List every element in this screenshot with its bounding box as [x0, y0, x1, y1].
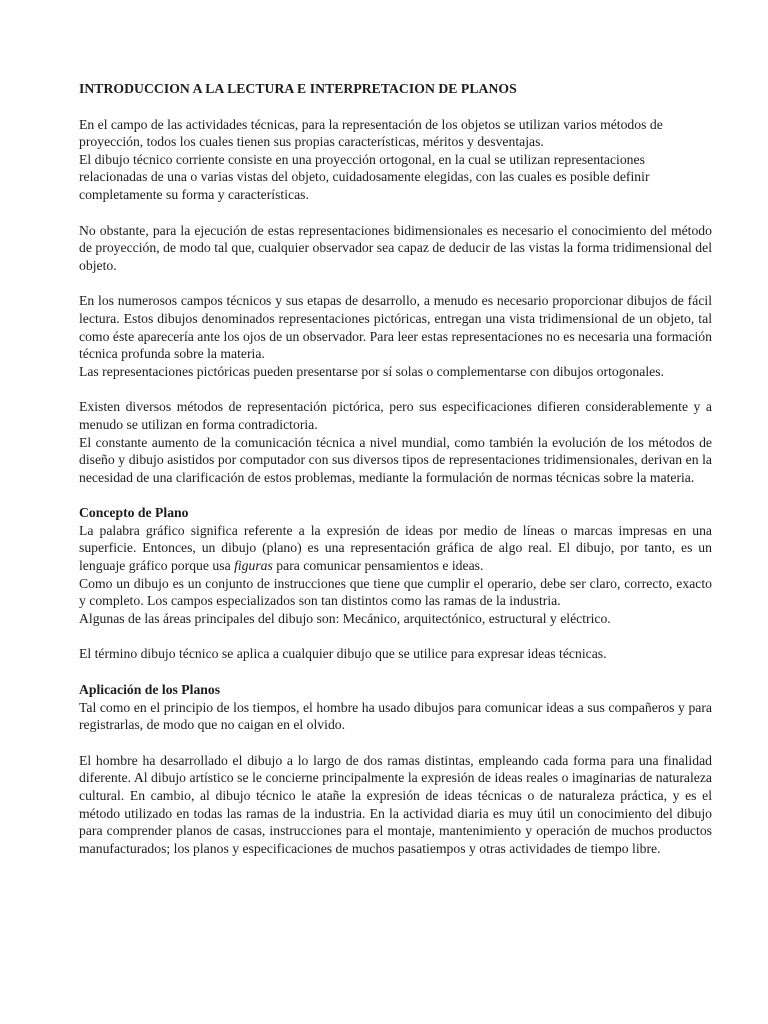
paragraph-spacer [79, 663, 712, 681]
document-title: INTRODUCCION A LA LECTURA E INTERPRETACION DE PLANOS [79, 81, 517, 96]
paragraph-spacer [79, 380, 712, 398]
intro-paragraph-1: En el campo de las actividades técnicas, para la representación de los objetos se utilizan varios métodos de proyección, todos los cuales tienen sus propias características, méritos y desventajas. [79, 116, 663, 150]
paragraph-spacer [79, 627, 712, 645]
concepto-paragraph-2: Como un dibujo es un conjunto de instrucciones que tiene que cumplir el operario, debe ser claro, correcto, exacto y completo. Los campos especializados son tan distintos como las ramas de la industria. [79, 575, 712, 609]
paragraph-spacer [79, 486, 712, 504]
intro-paragraph-6: Existen diversos métodos de representación pictórica, pero sus especificaciones difieren considerablemente y a menudo se utilizan en forma contradictoria. [79, 399, 712, 432]
concepto-text-1a: La palabra gráfico significa referente a la expresión de ideas por medio de líneas o marcas impresas en una superficie. Entonces, un dibujo (plano) es una representación gráfica de algo real. El dibujo, por tanto, es un lenguaje gráfico porque usa [79, 522, 712, 574]
section-heading-aplicacion: Aplicación de los Planos [79, 682, 221, 698]
concepto-paragraph-1 [79, 522, 712, 575]
paragraph-spacer [79, 734, 712, 752]
concepto-italic-word: figuras [234, 558, 273, 574]
paragraph-spacer [79, 204, 712, 222]
intro-paragraph-7: El constante aumento de la comunicación técnica a nivel mundial, como también la evolución de los métodos de diseño y dibujo asistidos por computador con sus diversos tipos de representaciones tridimensionales, derivan en la necesidad de una clarificación de estos problemas, mediante la formulación de normas técnicas sobre la materia. [79, 434, 712, 485]
intro-paragraph-4: En los numerosos campos técnicos y sus etapas de desarrollo, a menudo es necesario proporcionar dibujos de fácil lectura. Estos dibujos denominados representaciones pictóricas, entregan una vista tridimensional de un objeto, tal como éste aparecería ante los ojos de un observador. Para leer estas representaciones no es necesaria una formación técnica profunda sobre la materia. [79, 293, 712, 362]
intro-paragraph-3: No obstante, para la ejecución de estas representaciones bidimensionales es necesario el conocimiento del método de proyección, de modo tal que, cualquier observador sea capaz de deducir de las vistas la forma tridimensional del objeto. [79, 222, 712, 273]
concepto-paragraph-3: Algunas de las áreas principales del dibujo son: Mecánico, arquitectónico, estructural y eléctrico. [79, 610, 611, 626]
concepto-paragraph-4: El término dibujo técnico se aplica a cualquier dibujo que se utilice para expresar ideas técnicas. [79, 646, 607, 662]
paragraph-spacer [79, 274, 712, 292]
intro-paragraph-2: El dibujo técnico corriente consiste en una proyección ortogonal, en la cual se utilizan representaciones relacionadas de una o varias vistas del objeto, cuidadosamente elegidas, con las cuales es posible definir completamente su forma y características. [79, 151, 650, 202]
intro-paragraph-5: Las representaciones pictóricas pueden presentarse por sí solas o complementarse con dibujos ortogonales. [79, 363, 664, 379]
section-heading-concepto: Concepto de Plano [79, 505, 189, 521]
aplicacion-paragraph-1: Tal como en el principio de los tiempos, el hombre ha usado dibujos para comunicar ideas a sus compañeros y para registrarlas, de modo que no caigan en el olvido. [79, 699, 712, 733]
aplicacion-paragraph-2: El hombre ha desarrollado el dibujo a lo largo de dos ramas distintas, empleando cada forma para una finalidad diferente. Al dibujo artístico se le concierne principalmente la expresión de ideas reales o imaginarias de naturaleza cultural. En cambio, al dibujo técnico le atañe la expresión de ideas técnicas o de naturaleza práctica, y es el método utilizado en todas las ramas de la industria. En la actividad diaria es muy útil un conocimiento del dibujo para comprender planos de casas, instrucciones para el montaje, mantenimiento y operación de muchos productos manufacturados; los planos y especificaciones de muchos pasatiempos y otras actividades de tiempo libre. [79, 752, 712, 856]
concepto-text-1b: para comunicar pensamientos e ideas. [272, 558, 484, 574]
